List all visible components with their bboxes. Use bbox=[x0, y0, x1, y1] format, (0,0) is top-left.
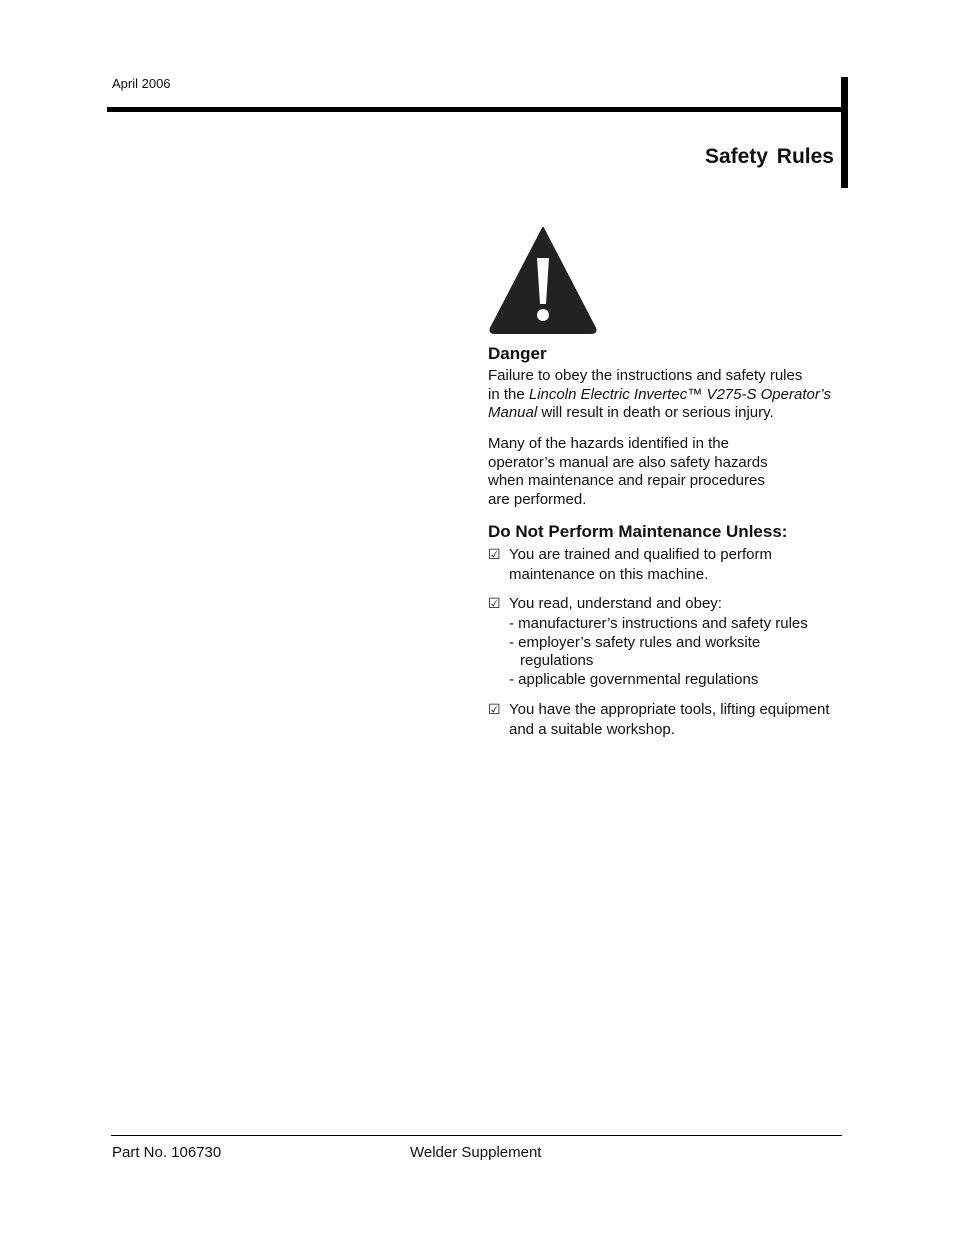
footer-rule bbox=[111, 1135, 842, 1136]
condition-item-3: You have the appropriate tools, lifting equipment and a suitable workshop. bbox=[509, 701, 830, 738]
hazard-paragraph: Many of the hazards identified in the operator’s manual are also safety hazards when maintenance and repair procedures are performed. bbox=[488, 435, 768, 508]
header-side-bar bbox=[841, 77, 848, 188]
document-name: Welder Supplement bbox=[410, 1144, 542, 1161]
checkbox-checked-icon: ☑ bbox=[488, 595, 501, 611]
danger-line-2: in the Lincoln Electric Invertec™ V275-S Operator’s bbox=[488, 385, 831, 403]
document-date: April 2006 bbox=[112, 76, 171, 91]
condition-item-1: You are trained and qualified to perform maintenance on this machine. bbox=[509, 546, 772, 583]
page-title: Safety Rules bbox=[704, 145, 834, 168]
danger-heading: Danger bbox=[488, 344, 547, 363]
checkbox-checked-icon: ☑ bbox=[488, 701, 501, 717]
warning-icon bbox=[487, 224, 599, 336]
condition-item-2-sublist: - manufacturer’s instructions and safety rules - employer’s safety rules and worksite regulations - applicable governmental regulations bbox=[509, 615, 808, 688]
checkbox-checked-icon: ☑ bbox=[488, 546, 501, 562]
danger-line-3: Manual will result in death or serious injury. bbox=[488, 404, 774, 421]
conditions-heading: Do Not Perform Maintenance Unless: bbox=[488, 522, 788, 541]
header-rule bbox=[107, 107, 848, 112]
part-number: Part No. 106730 bbox=[112, 1144, 222, 1161]
danger-line-1: Failure to obey the instructions and safety rules bbox=[488, 367, 803, 384]
danger-paragraph bbox=[488, 367, 848, 423]
condition-item-2: You read, understand and obey: bbox=[509, 595, 722, 612]
